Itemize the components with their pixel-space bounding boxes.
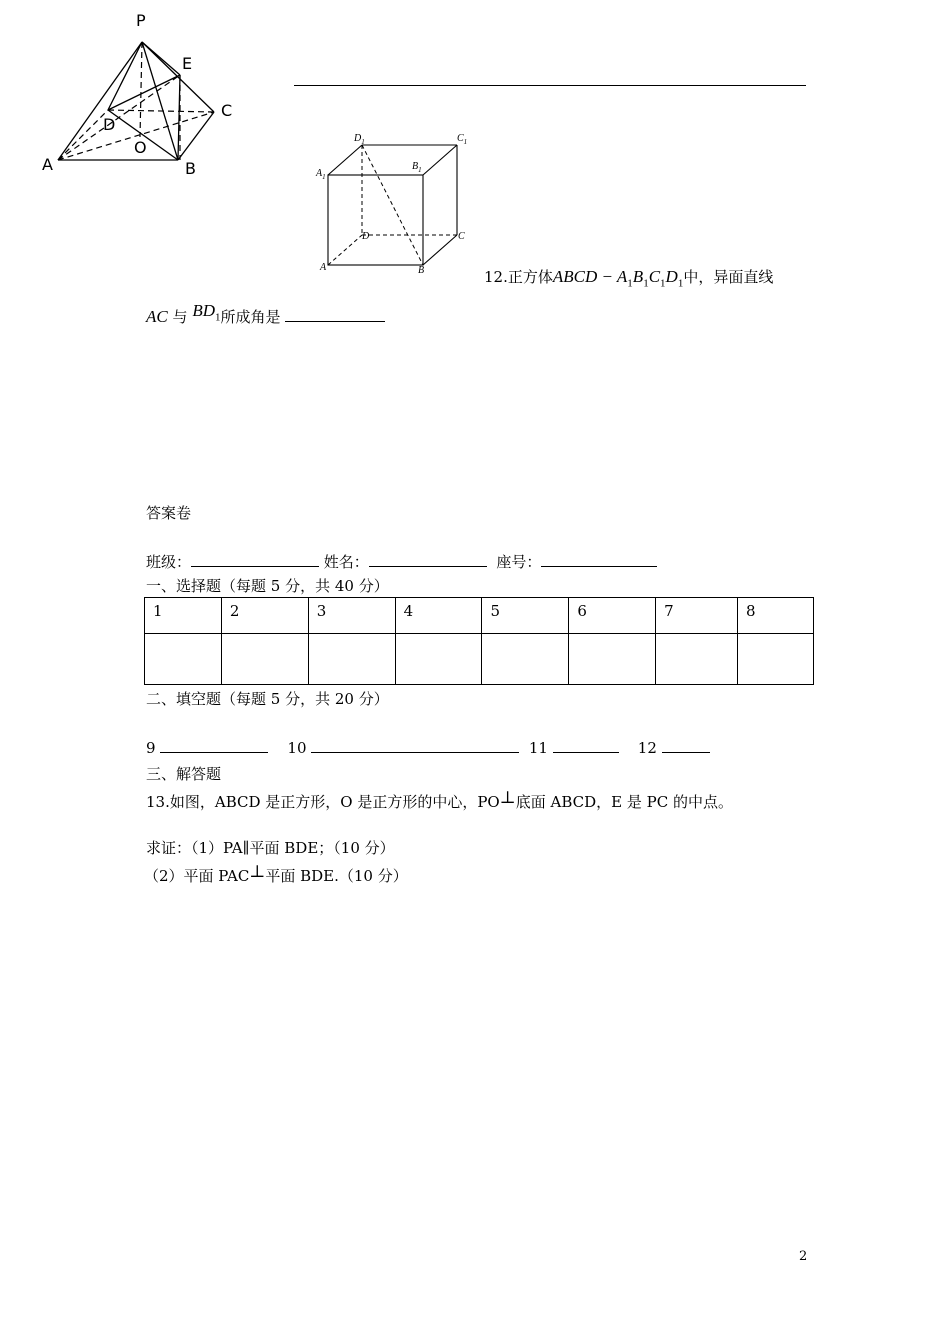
seat-field[interactable] (541, 552, 657, 567)
perp-symbol: ⊥ (249, 862, 266, 882)
student-info-row: 班级： 姓名： 座号： (146, 551, 657, 572)
perp-symbol: ⊥ (499, 788, 516, 808)
answer-cell[interactable] (656, 634, 738, 685)
pyramid-label-o: O (134, 138, 147, 157)
choice-answer-table (144, 597, 814, 685)
answer-cell[interactable] (482, 634, 569, 685)
pyramid-label-b: B (185, 159, 196, 178)
pyramid-figure (0, 0, 260, 190)
table-header-cell: 5 (482, 598, 569, 634)
cube-label-c: C (458, 231, 465, 242)
cube-label-a1: $A_1$ (316, 168, 326, 181)
q11-blank[interactable] (553, 738, 619, 753)
q9-blank[interactable] (160, 738, 268, 753)
answer-cell[interactable] (738, 634, 814, 685)
table-header-cell: 7 (656, 598, 738, 634)
name-field[interactable] (369, 552, 487, 567)
q10-blank[interactable] (311, 738, 519, 753)
pyramid-label-c: C (221, 101, 233, 120)
q12-blank[interactable] (662, 738, 710, 753)
table-header-cell: 3 (308, 598, 395, 634)
section-3-heading: 三、解答题 (146, 765, 222, 783)
cube-label-c1: $C_1$ (457, 133, 468, 146)
class-field[interactable] (191, 552, 319, 567)
cube-label-b1: $B_1$ (412, 161, 422, 174)
table-header-cell: 8 (738, 598, 814, 634)
cube-figure (310, 130, 480, 280)
pyramid-label-e: E (182, 54, 193, 73)
prove-part-1: 求证：（1）PA∥平面 BDE；（10 分） (146, 839, 395, 857)
q12-answer-blank[interactable] (285, 307, 385, 322)
section-2-heading: 二、填空题（每题 5 分，共 20 分） (146, 690, 389, 708)
answer-cell[interactable] (569, 634, 656, 685)
pyramid-label-d: D (103, 115, 116, 134)
table-header-cell: 6 (569, 598, 656, 634)
cube-label-a: A (320, 262, 327, 273)
q11-answer-line (294, 85, 806, 86)
answer-cell[interactable] (145, 634, 222, 685)
question-12-line1: 12.正方体ABCD − $A_1B_1C_1D_1$中，异面直线 (484, 267, 774, 290)
question-13: 13.如图，ABCD 是正方形，O 是正方形的中心，PO⊥底面 ABCD，E 是 PC 的中点。 (146, 788, 733, 811)
answer-cell[interactable] (395, 634, 482, 685)
pyramid-label-a: A (42, 155, 53, 174)
answer-cell[interactable] (308, 634, 395, 685)
answer-sheet-title: 答案卷 (146, 504, 192, 522)
question-12-line2: AC 与 $BD_1$所成角是 (146, 306, 385, 329)
cube-label-b: B (418, 265, 425, 276)
table-header-cell: 1 (145, 598, 222, 634)
pyramid-label-p: P (136, 11, 146, 30)
table-header-cell: 2 (221, 598, 308, 634)
cube-label-d1: $D_1$ (354, 133, 365, 146)
answer-cell[interactable] (221, 634, 308, 685)
page-number: 2 (799, 1249, 808, 1264)
table-header-cell: 4 (395, 598, 482, 634)
fill-in-row: 9 10 11 12 (146, 738, 710, 757)
prove-part-2: （2）平面 PAC⊥平面 BDE.（10 分） (144, 862, 408, 885)
cube-label-d: D (362, 231, 370, 242)
section-1-heading: 一、选择题（每题 5 分，共 40 分） (146, 577, 389, 595)
